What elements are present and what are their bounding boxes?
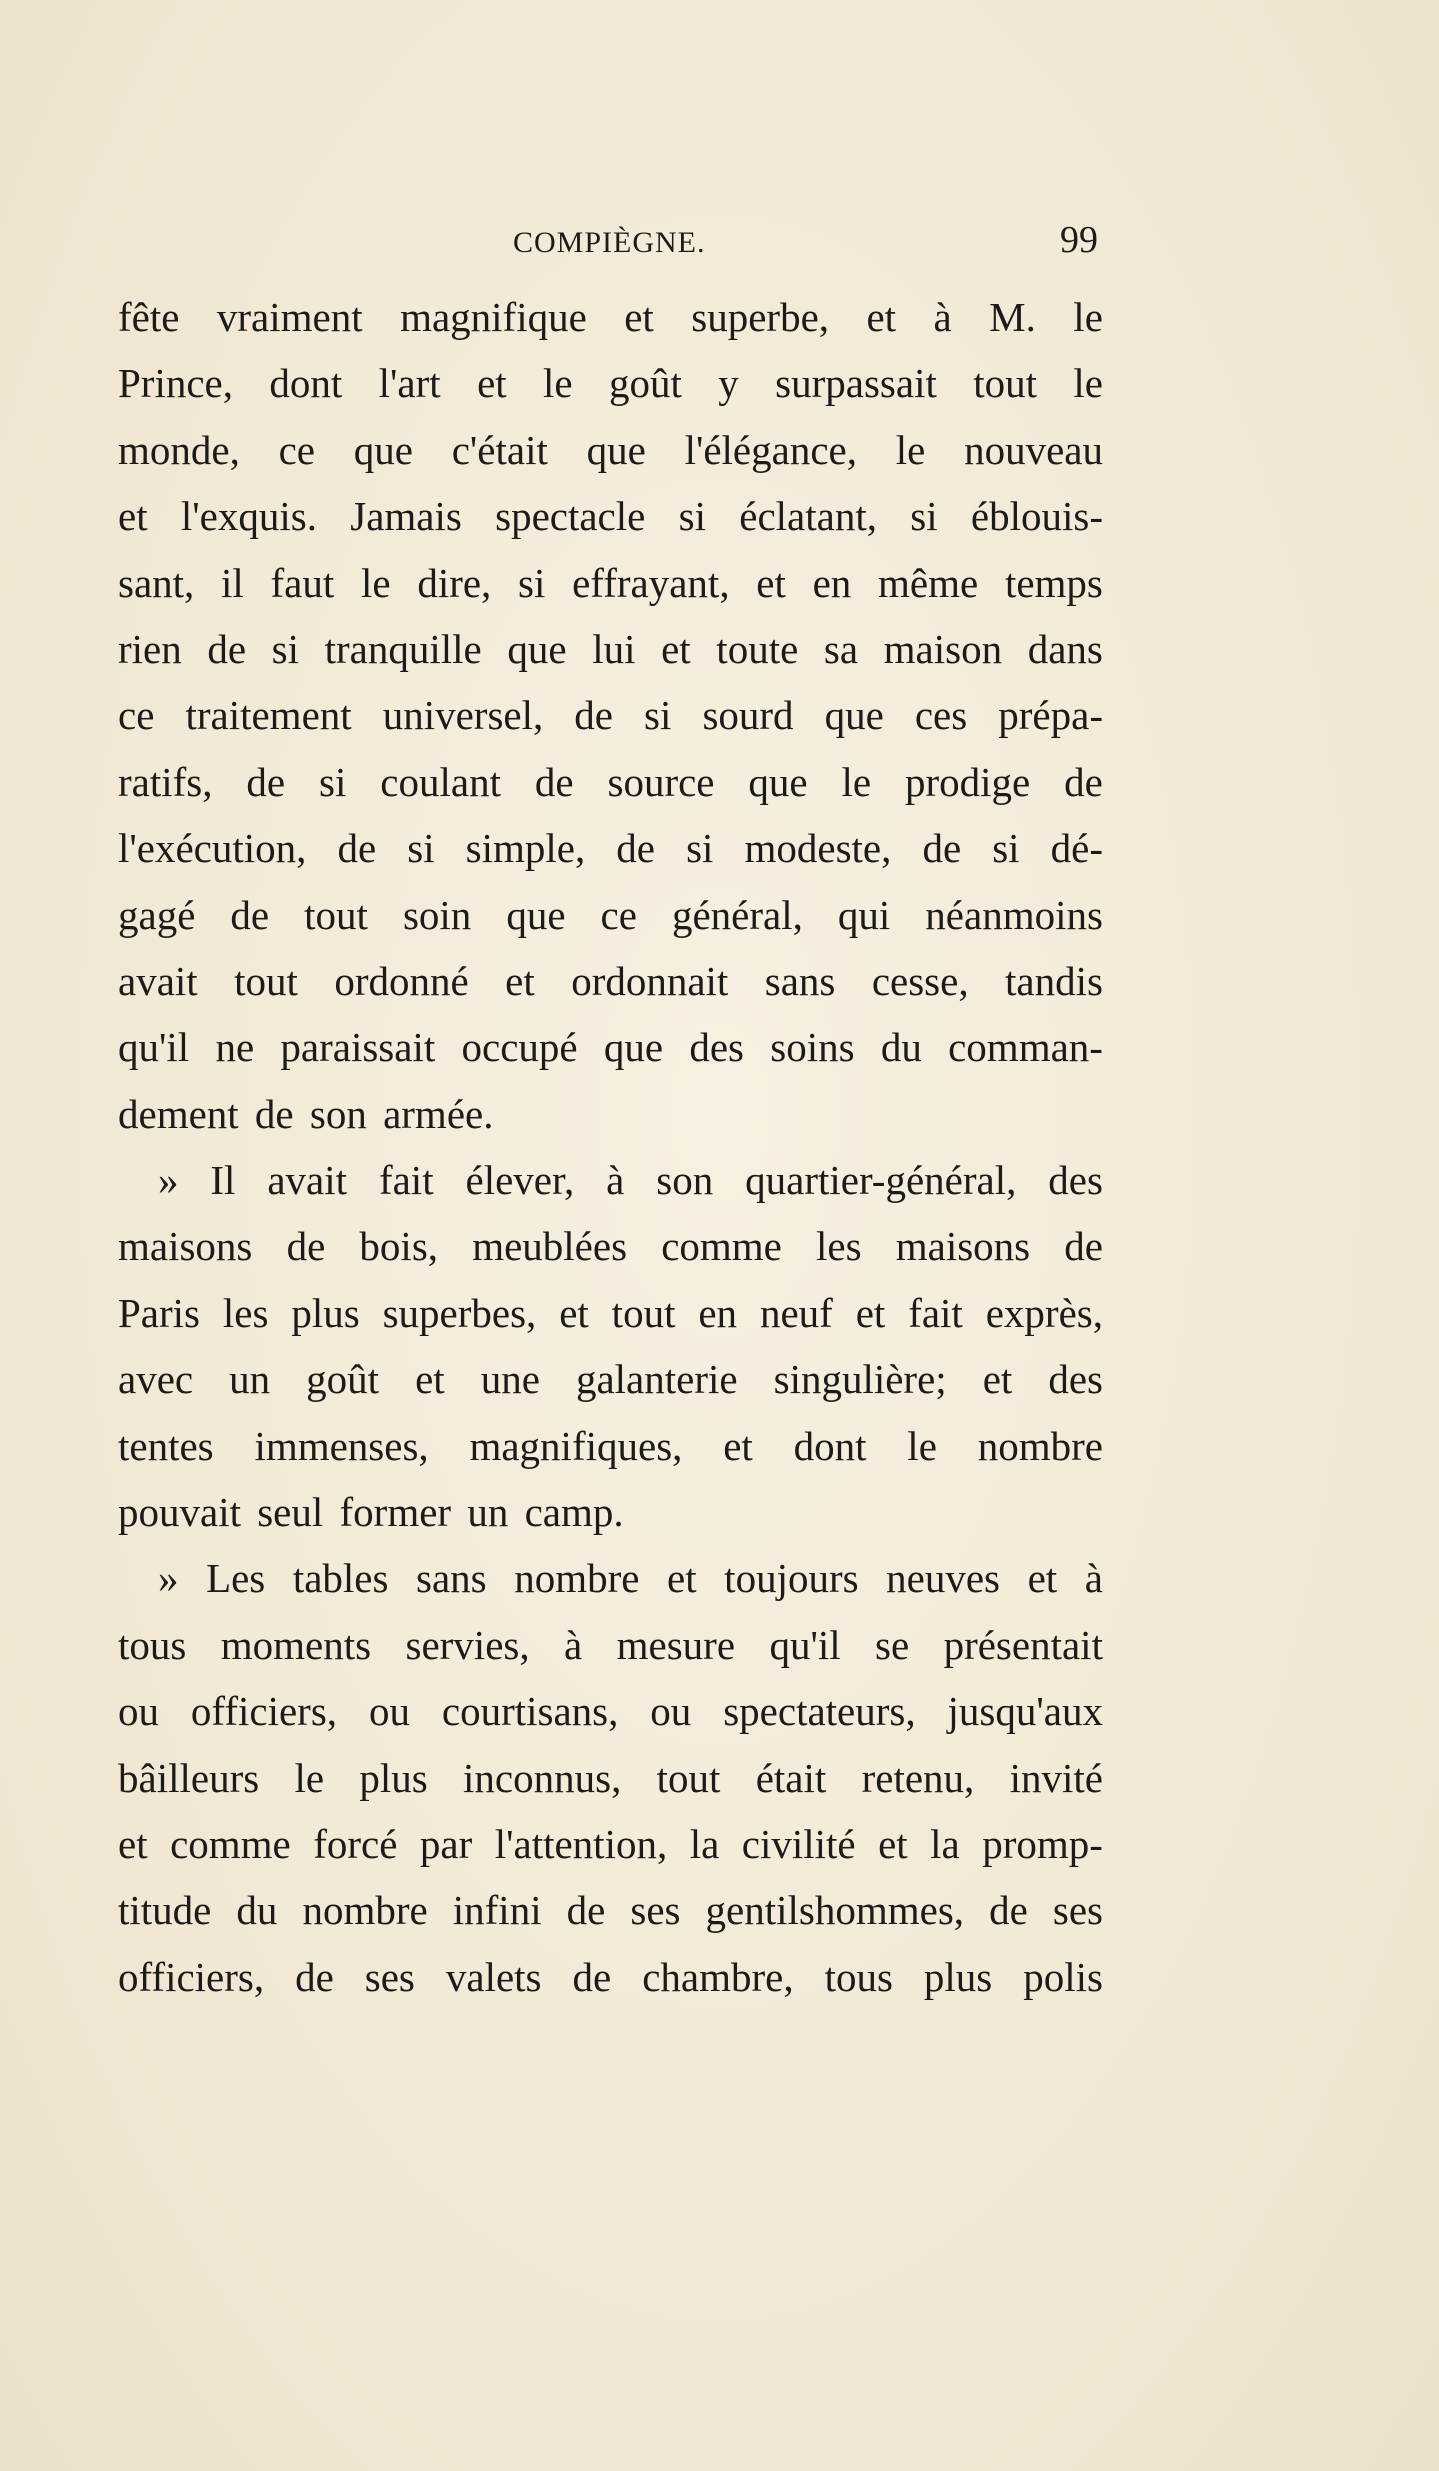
text-line: titude du nombre infini de ses gentilshommes, de ses [118,1887,1103,1934]
text-line: tentes immenses, magnifiques, et dont le nombre [118,1422,1103,1469]
text-line: l'exécution, de si simple, de si modeste, de si dé- [118,825,1103,872]
text-line: qu'il ne paraissait occupé que des soins du comman- [118,1024,1103,1071]
text-line: et comme forcé par l'attention, la civilité et la promp- [118,1820,1103,1867]
page-number: 99 [1060,219,1098,261]
text-line: sant, il faut le dire, si effrayant, et en même temps [118,559,1103,606]
text-line: officiers, de ses valets de chambre, tous plus polis [118,1953,1103,2000]
text-line: gagé de tout soin que ce général, qui néanmoins [118,891,1103,938]
text-line: ce traitement universel, de si sourd que ces prépa- [118,692,1103,739]
body-text [118,284,1103,2010]
text-line: pouvait seul former un camp. [118,1489,624,1536]
text-line: tous moments servies, à mesure qu'il se présentait [118,1621,1103,1668]
text-line: bâilleurs le plus inconnus, tout était retenu, invité [118,1754,1103,1801]
text-line: fête vraiment magnifique et superbe, et à M. le [118,294,1103,340]
text-line: » Les tables sans nombre et toujours neuves et à [158,1555,1103,1602]
text-line: Paris les plus superbes, et tout en neuf et fait exprès, [118,1289,1103,1336]
text-line: » Il avait fait élever, à son quartier-général, des [158,1157,1103,1204]
text-line: et l'exquis. Jamais spectacle si éclatant, si éblouis- [118,493,1103,540]
text-line: monde, ce que c'était que l'élégance, le nouveau [118,426,1103,473]
text-line: avait tout ordonné et ordonnait sans cesse, tandis [118,957,1103,1004]
text-line: rien de si tranquille que lui et toute sa maison dans [118,625,1103,672]
page-header [118,216,1098,266]
running-title: COMPIÈGNE. [513,226,706,259]
text-line: ratifs, de si coulant de source que le prodige de [118,758,1103,805]
text-line: ou officiers, ou courtisans, ou spectateurs, jusqu'aux [118,1688,1103,1735]
text-line: dement de son armée. [118,1090,494,1137]
text-line: maisons de bois, meublées comme les maisons de [118,1223,1103,1270]
text-line: Prince, dont l'art et le goût y surpassait tout le [118,360,1103,407]
text-line: avec un goût et une galanterie singulière; et des [118,1356,1103,1403]
